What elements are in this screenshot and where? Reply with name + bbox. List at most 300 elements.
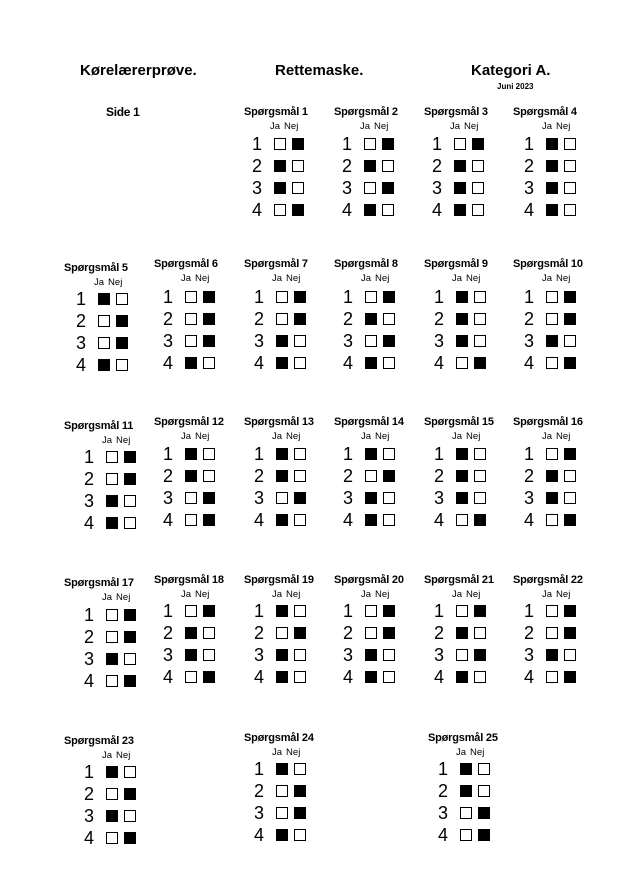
answer-row (84, 671, 136, 691)
ja-box-filled (276, 763, 288, 775)
answer-row (432, 156, 484, 176)
answer-number: 4 (434, 510, 445, 530)
question-title: Spørgsmål 10 (513, 258, 583, 270)
answer-row (84, 605, 136, 625)
ja-box-empty (546, 448, 558, 460)
nej-box-empty (474, 313, 486, 325)
nej-box-empty (203, 470, 215, 482)
nej-label: Nej (556, 121, 571, 132)
ja-label: Ja (94, 277, 105, 288)
ja-label: Ja (542, 589, 553, 600)
answer-row (254, 645, 306, 665)
answer-number: 4 (438, 825, 449, 845)
ja-box-filled (98, 359, 110, 371)
nej-box-empty (383, 671, 395, 683)
answer-row (254, 287, 306, 307)
ja-label: Ja (456, 747, 467, 758)
ja-nej-header (542, 589, 570, 600)
answer-number: 4 (163, 510, 174, 530)
ja-nej-header (360, 121, 388, 132)
nej-box-empty (564, 335, 576, 347)
answer-number: 4 (254, 510, 265, 530)
answer-number: 1 (524, 287, 535, 307)
answer-row (342, 156, 394, 176)
ja-box-filled (456, 335, 468, 347)
ja-box-filled (185, 357, 197, 369)
answer-row (432, 134, 484, 154)
ja-box-filled (106, 517, 118, 529)
nej-box-empty (564, 470, 576, 482)
nej-box-filled (383, 470, 395, 482)
ja-label: Ja (452, 273, 463, 284)
ja-box-filled (454, 182, 466, 194)
ja-box-empty (276, 313, 288, 325)
nej-box-filled (116, 315, 128, 327)
ja-box-filled (456, 492, 468, 504)
ja-nej-header (102, 435, 130, 446)
ja-nej-header (102, 750, 130, 761)
answer-row (524, 309, 576, 329)
answer-row (252, 156, 304, 176)
answer-number: 2 (254, 466, 265, 486)
question-title: Spørgsmål 2 (334, 106, 398, 118)
nej-box-empty (203, 649, 215, 661)
ja-label: Ja (270, 121, 281, 132)
ja-nej-header (102, 592, 130, 603)
ja-box-filled (364, 204, 376, 216)
ja-box-empty (546, 313, 558, 325)
answer-number: 2 (84, 627, 95, 647)
answer-number: 1 (434, 444, 445, 464)
nej-box-filled (478, 829, 490, 841)
ja-box-filled (546, 470, 558, 482)
answer-row (434, 488, 486, 508)
answer-row (343, 466, 395, 486)
ja-box-empty (106, 788, 118, 800)
answer-row (524, 156, 576, 176)
nej-box-empty (383, 313, 395, 325)
ja-label: Ja (360, 121, 371, 132)
nej-box-empty (294, 605, 306, 617)
answer-row (254, 759, 306, 779)
ja-nej-header (94, 277, 122, 288)
answer-number: 1 (342, 134, 353, 154)
ja-box-empty (365, 470, 377, 482)
ja-box-empty (274, 138, 286, 150)
nej-label: Nej (466, 431, 481, 442)
nej-label: Nej (464, 121, 479, 132)
answer-number: 1 (434, 287, 445, 307)
nej-box-empty (203, 448, 215, 460)
nej-box-filled (474, 649, 486, 661)
answer-row (343, 331, 395, 351)
answer-row (252, 178, 304, 198)
ja-box-empty (460, 829, 472, 841)
question-title: Spørgsmål 12 (154, 416, 224, 428)
nej-label: Nej (286, 273, 301, 284)
question-title: Spørgsmål 16 (513, 416, 583, 428)
ja-label: Ja (272, 273, 283, 284)
answer-row (434, 601, 486, 621)
answer-row (343, 353, 395, 373)
answer-number: 2 (84, 784, 95, 804)
answer-number: 3 (252, 178, 263, 198)
answer-row (343, 601, 395, 621)
nej-box-filled (382, 138, 394, 150)
ja-label: Ja (542, 273, 553, 284)
ja-label: Ja (361, 431, 372, 442)
question-title: Spørgsmål 24 (244, 732, 314, 744)
answer-row (84, 828, 136, 848)
nej-box-empty (124, 766, 136, 778)
ja-box-filled (276, 649, 288, 661)
answer-number: 4 (163, 353, 174, 373)
nej-box-filled (294, 785, 306, 797)
nej-box-filled (474, 514, 486, 526)
ja-nej-header (272, 273, 300, 284)
ja-box-empty (185, 313, 197, 325)
ja-box-filled (546, 335, 558, 347)
answer-row (84, 469, 136, 489)
ja-box-filled (365, 514, 377, 526)
nej-box-empty (294, 448, 306, 460)
answer-row (163, 287, 215, 307)
nej-box-empty (292, 160, 304, 172)
answer-row (524, 444, 576, 464)
nej-box-empty (294, 470, 306, 482)
answer-row (343, 488, 395, 508)
answer-row (438, 759, 490, 779)
answer-row (343, 667, 395, 687)
answer-number: 1 (163, 444, 174, 464)
nej-label: Nej (556, 431, 571, 442)
ja-box-filled (185, 649, 197, 661)
ja-box-filled (456, 470, 468, 482)
question-title: Spørgsmål 3 (424, 106, 488, 118)
answer-number: 2 (76, 311, 87, 331)
answer-row (163, 466, 215, 486)
nej-label: Nej (556, 589, 571, 600)
answer-number: 3 (434, 645, 445, 665)
ja-box-filled (106, 495, 118, 507)
ja-box-filled (276, 357, 288, 369)
answer-number: 2 (524, 156, 535, 176)
nej-box-empty (292, 182, 304, 194)
answer-number: 3 (254, 803, 265, 823)
ja-box-filled (364, 160, 376, 172)
answer-row (254, 331, 306, 351)
answer-number: 2 (84, 469, 95, 489)
nej-box-filled (203, 291, 215, 303)
nej-box-empty (474, 291, 486, 303)
answer-number: 4 (343, 667, 354, 687)
answer-row (524, 178, 576, 198)
answer-row (163, 510, 215, 530)
nej-label: Nej (116, 592, 131, 603)
ja-label: Ja (542, 121, 553, 132)
answer-row (163, 645, 215, 665)
answer-row (163, 623, 215, 643)
answer-row (432, 178, 484, 198)
answer-row (84, 447, 136, 467)
nej-box-empty (203, 357, 215, 369)
answer-row (434, 645, 486, 665)
ja-box-filled (456, 671, 468, 683)
answer-row (84, 513, 136, 533)
question-title: Spørgsmål 4 (513, 106, 577, 118)
nej-box-filled (292, 138, 304, 150)
ja-box-empty (454, 138, 466, 150)
answer-row (84, 627, 136, 647)
nej-box-filled (203, 313, 215, 325)
nej-box-filled (124, 675, 136, 687)
answer-row (343, 309, 395, 329)
nej-box-filled (124, 788, 136, 800)
ja-label: Ja (361, 273, 372, 284)
answer-row (254, 781, 306, 801)
question-title: Spørgsmål 9 (424, 258, 488, 270)
answer-number: 4 (524, 353, 535, 373)
answer-number: 1 (524, 134, 535, 154)
question-title: Spørgsmål 18 (154, 574, 224, 586)
nej-label: Nej (195, 589, 210, 600)
answer-number: 3 (524, 488, 535, 508)
ja-nej-header (270, 121, 298, 132)
answer-row (343, 645, 395, 665)
answer-number: 3 (343, 331, 354, 351)
ja-nej-header (361, 431, 389, 442)
ja-box-empty (456, 605, 468, 617)
question-title: Spørgsmål 21 (424, 574, 494, 586)
answer-row (343, 287, 395, 307)
answer-row (524, 287, 576, 307)
nej-box-empty (564, 138, 576, 150)
nej-label: Nej (466, 273, 481, 284)
nej-box-filled (124, 832, 136, 844)
nej-box-empty (294, 649, 306, 661)
answer-number: 3 (163, 645, 174, 665)
ja-nej-header (456, 747, 484, 758)
answer-number: 1 (163, 287, 174, 307)
ja-box-filled (106, 653, 118, 665)
nej-box-filled (564, 291, 576, 303)
ja-label: Ja (452, 589, 463, 600)
answer-row (342, 200, 394, 220)
answer-row (163, 444, 215, 464)
nej-box-filled (383, 627, 395, 639)
ja-label: Ja (102, 435, 113, 446)
ja-box-filled (546, 160, 558, 172)
ja-box-filled (276, 829, 288, 841)
ja-label: Ja (102, 750, 113, 761)
answer-row (524, 353, 576, 373)
ja-box-empty (456, 649, 468, 661)
answer-number: 3 (84, 806, 95, 826)
answer-row (254, 466, 306, 486)
nej-box-empty (116, 359, 128, 371)
question-title: Spørgsmål 5 (64, 262, 128, 274)
answer-number: 3 (524, 331, 535, 351)
nej-box-filled (124, 473, 136, 485)
ja-nej-header (452, 589, 480, 600)
answer-row (76, 289, 128, 309)
answer-number: 2 (163, 309, 174, 329)
ja-label: Ja (102, 592, 113, 603)
ja-box-empty (106, 609, 118, 621)
answer-number: 1 (524, 444, 535, 464)
header-right-title: Kategori A. (471, 62, 551, 79)
ja-box-filled (456, 448, 468, 460)
answer-row (434, 466, 486, 486)
answer-row (434, 309, 486, 329)
ja-box-empty (276, 291, 288, 303)
answer-row (84, 762, 136, 782)
nej-box-filled (474, 605, 486, 617)
answer-row (76, 333, 128, 353)
nej-box-empty (383, 649, 395, 661)
answer-row (524, 510, 576, 530)
answer-number: 4 (76, 355, 87, 375)
ja-nej-header (452, 273, 480, 284)
question-title: Spørgsmål 13 (244, 416, 314, 428)
ja-label: Ja (272, 431, 283, 442)
nej-box-filled (294, 627, 306, 639)
answer-number: 4 (254, 667, 265, 687)
answer-row (342, 178, 394, 198)
ja-label: Ja (181, 273, 192, 284)
nej-box-empty (474, 448, 486, 460)
answer-number: 2 (163, 623, 174, 643)
nej-box-empty (472, 204, 484, 216)
ja-box-empty (365, 627, 377, 639)
nej-box-empty (124, 495, 136, 507)
nej-label: Nej (195, 273, 210, 284)
question-title: Spørgsmål 7 (244, 258, 308, 270)
nej-label: Nej (286, 431, 301, 442)
answer-number: 2 (524, 623, 535, 643)
nej-box-filled (383, 605, 395, 617)
answer-row (163, 331, 215, 351)
nej-box-filled (292, 204, 304, 216)
answer-row (163, 601, 215, 621)
answer-number: 4 (434, 353, 445, 373)
answer-number: 3 (76, 333, 87, 353)
ja-box-empty (364, 182, 376, 194)
answer-number: 4 (434, 667, 445, 687)
answer-number: 4 (254, 825, 265, 845)
ja-box-filled (274, 182, 286, 194)
answer-number: 2 (342, 156, 353, 176)
ja-label: Ja (181, 431, 192, 442)
ja-nej-header (181, 589, 209, 600)
answer-number: 4 (254, 353, 265, 373)
answer-row (76, 311, 128, 331)
answer-number: 1 (76, 289, 87, 309)
nej-box-filled (203, 605, 215, 617)
answer-row (432, 200, 484, 220)
answer-row (438, 825, 490, 845)
ja-box-empty (106, 631, 118, 643)
nej-box-filled (124, 609, 136, 621)
answer-row (434, 510, 486, 530)
nej-box-empty (474, 492, 486, 504)
ja-box-empty (546, 605, 558, 617)
nej-box-empty (478, 785, 490, 797)
answer-row (434, 353, 486, 373)
answer-number: 2 (163, 466, 174, 486)
ja-box-filled (365, 492, 377, 504)
nej-label: Nej (195, 431, 210, 442)
answer-row (84, 784, 136, 804)
nej-box-filled (203, 514, 215, 526)
question-title: Spørgsmål 17 (64, 577, 134, 589)
ja-box-filled (546, 492, 558, 504)
nej-box-filled (474, 357, 486, 369)
nej-box-filled (382, 182, 394, 194)
answer-number: 1 (434, 601, 445, 621)
answer-row (254, 667, 306, 687)
ja-box-filled (365, 671, 377, 683)
ja-label: Ja (361, 589, 372, 600)
ja-box-empty (274, 204, 286, 216)
answer-row (343, 444, 395, 464)
answer-number: 1 (254, 287, 265, 307)
nej-box-filled (383, 291, 395, 303)
answer-row (254, 488, 306, 508)
answer-row (438, 803, 490, 823)
answer-row (434, 444, 486, 464)
nej-box-filled (564, 605, 576, 617)
ja-box-empty (98, 337, 110, 349)
answer-row (84, 491, 136, 511)
answer-row (524, 601, 576, 621)
nej-box-filled (564, 313, 576, 325)
ja-box-empty (456, 514, 468, 526)
answer-row (438, 781, 490, 801)
nej-box-empty (294, 763, 306, 775)
nej-label: Nej (108, 277, 123, 288)
answer-row (254, 803, 306, 823)
answer-number: 2 (434, 309, 445, 329)
ja-box-empty (456, 357, 468, 369)
ja-box-empty (546, 357, 558, 369)
answer-number: 1 (432, 134, 443, 154)
nej-label: Nej (286, 589, 301, 600)
answer-number: 2 (343, 466, 354, 486)
nej-box-empty (383, 514, 395, 526)
ja-box-filled (185, 448, 197, 460)
ja-box-empty (276, 627, 288, 639)
nej-box-filled (564, 448, 576, 460)
answer-row (524, 667, 576, 687)
header-center-title: Rettemaske. (275, 62, 364, 79)
nej-box-filled (203, 671, 215, 683)
answer-number: 4 (342, 200, 353, 220)
answer-row (163, 353, 215, 373)
nej-box-filled (294, 291, 306, 303)
answer-number: 4 (343, 353, 354, 373)
answer-number: 4 (163, 667, 174, 687)
answer-number: 3 (434, 488, 445, 508)
ja-label: Ja (272, 747, 283, 758)
answer-number: 2 (432, 156, 443, 176)
ja-nej-header (181, 431, 209, 442)
answer-row (254, 510, 306, 530)
answer-number: 3 (524, 178, 535, 198)
ja-box-empty (185, 492, 197, 504)
answer-row (254, 353, 306, 373)
answer-number: 1 (254, 444, 265, 464)
